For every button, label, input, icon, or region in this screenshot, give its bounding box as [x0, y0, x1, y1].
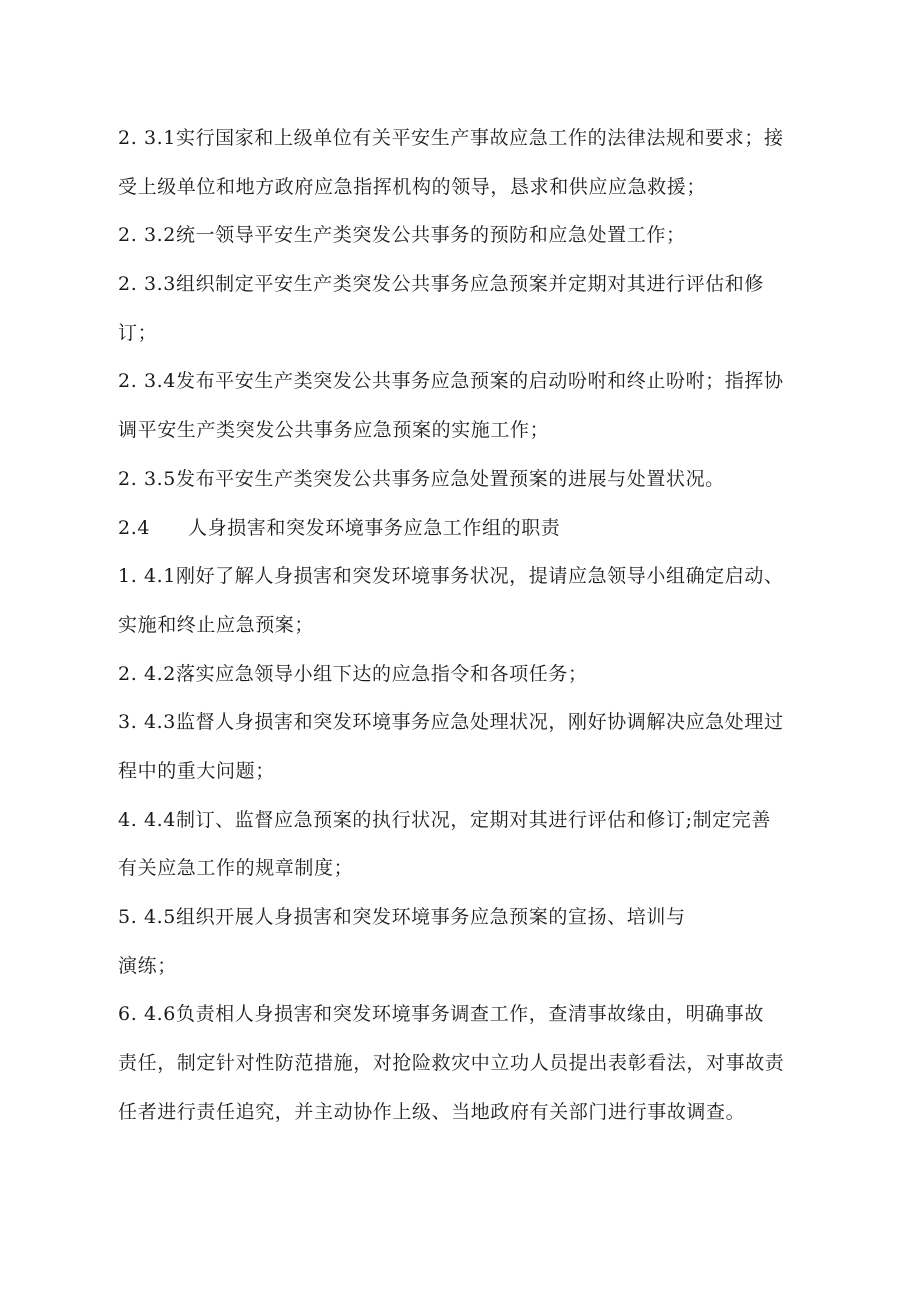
paragraph-line: 订； [118, 321, 158, 344]
paragraph-line: 2. 3.4发布平安生产类突发公共事务应急预案的启动吩咐和终止吩咐；指挥协 [118, 370, 784, 393]
paragraph-line: 实施和终止应急预案； [118, 613, 315, 636]
section-number: 2.4 [118, 516, 151, 539]
section-heading [118, 504, 818, 553]
paragraph-line: 调平安生产类突发公共事务应急预案的实施工作； [118, 419, 550, 442]
paragraph-line: 6. 4.6负责相人身损害和突发环境事务调查工作，查清事故缘由，明确事故 [118, 1003, 764, 1026]
paragraph-line: 程中的重大问题； [118, 759, 275, 782]
paragraph-line: 1. 4.1刚好了解人身损害和突发环境事务状况，提请应急领导小组确定启动、 [118, 565, 784, 588]
paragraph-line: 任者进行责任追究，并主动协作上级、当地政府有关部门进行事故调查。 [118, 1100, 746, 1123]
paragraph-line: 责任，制定针对性防范措施，对抢险救灾中立功人员提出表彰看法，对事故责 [118, 1052, 785, 1075]
paragraph-line: 2. 4.2落实应急领导小组下达的应急指令和各项任务； [118, 662, 588, 685]
paragraph-line: 受上级单位和地方政府应急指挥机构的领导，恳求和供应应急救援； [118, 175, 707, 198]
paragraph-line: 2. 3.2统一领导平安生产类突发公共事务的预防和应急处置工作； [118, 224, 686, 247]
paragraph-line: 演练； [118, 954, 177, 977]
section-title: 人身损害和突发环境事务应急工作组的职责 [188, 516, 561, 539]
paragraph-line: 4. 4.4制订、监督应急预案的执行状况，定期对其进行评估和修订;制定完善 [118, 808, 771, 831]
paragraph-line: 3. 4.3监督人身损害和突发环境事务应急处理状况，刚好协调解决应急处理过 [118, 711, 784, 734]
paragraph-line: 2. 3.1实行国家和上级单位有关平安生产事故应急工作的法律法规和要求；接 [118, 127, 784, 149]
paragraph-line: 5. 4.5组织开展人身损害和突发环境事务应急预案的宣扬、培训与 [118, 906, 686, 928]
paragraph-line: 有关应急工作的规章制度； [118, 857, 354, 880]
paragraph-line: 2. 3.3组织制定平安生产类突发公共事务应急预案并定期对其进行评估和修 [118, 273, 764, 296]
document-body [118, 114, 818, 1136]
paragraph-line: 2. 3.5发布平安生产类突发公共事务应急处置预案的进展与处置状况。 [118, 467, 725, 490]
